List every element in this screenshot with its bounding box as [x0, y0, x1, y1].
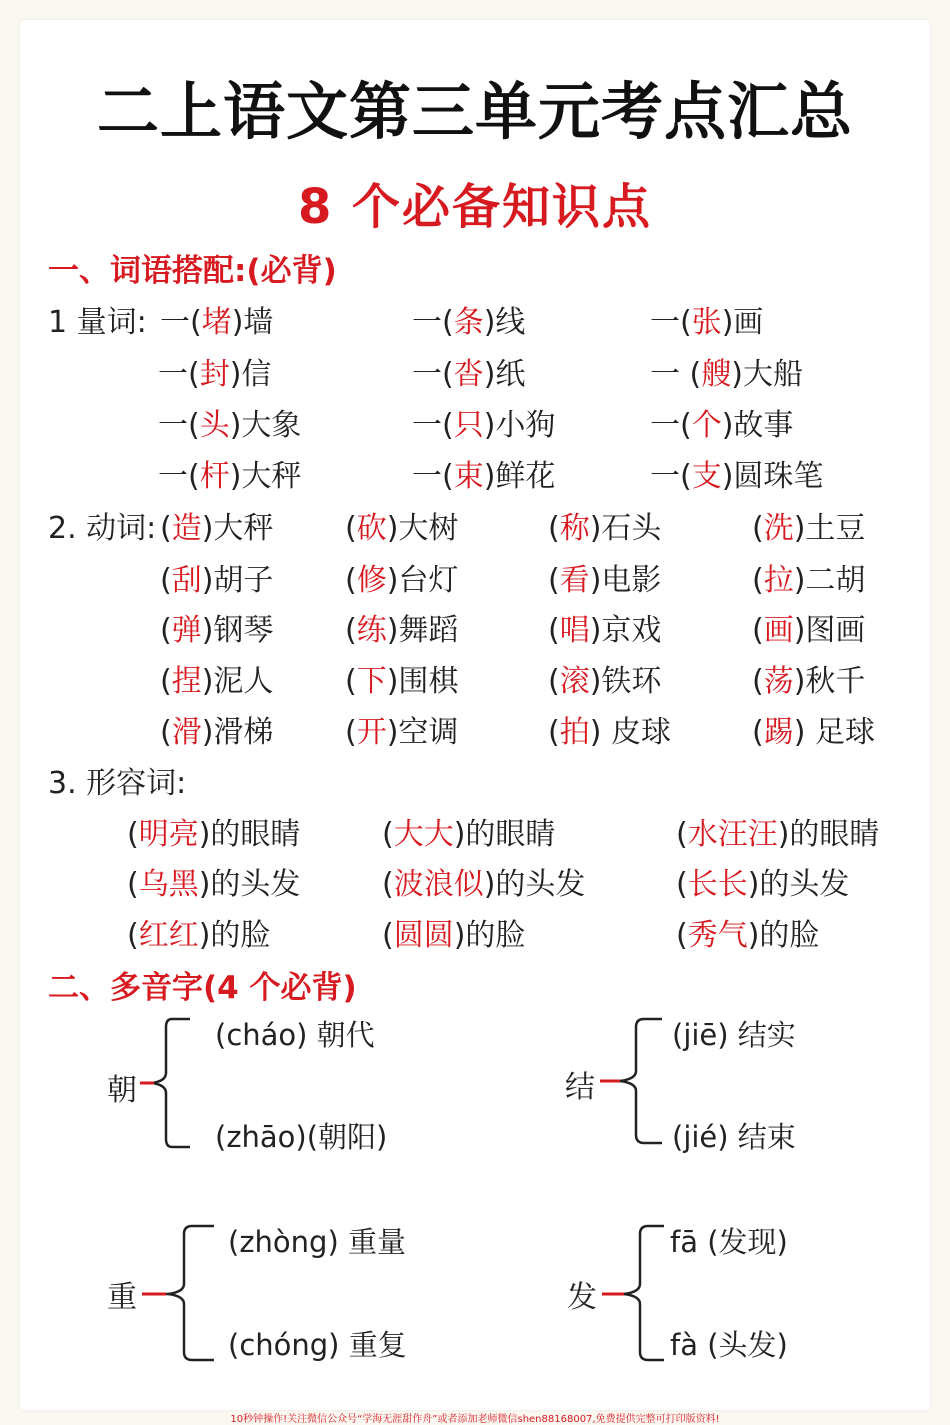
collocation-keyword: 秀气 [687, 918, 748, 953]
collocation-item: 一(只)小狗 [412, 408, 556, 443]
collocation-keyword: 乌黑 [138, 867, 199, 902]
collocation-item: (滑)滑梯 [160, 715, 274, 750]
collocation-item: (称)石头 [548, 511, 662, 546]
collocation-item: (造)大秤 [160, 511, 274, 546]
polyphone-char: 朝 [107, 1073, 137, 1108]
collocation-item: 一(束)鲜花 [412, 459, 556, 494]
footer-note: 10秒钟操作!关注微信公众号“学海无涯甜作舟”或者添加老师微信shen88168007,免费提供完整可打印版资料! [230, 1414, 720, 1425]
collocation-keyword: 封 [199, 357, 230, 392]
polyphone-reading-top: (cháo) 朝代 [215, 1018, 375, 1052]
collocation-item: 一(封)信 [158, 357, 272, 392]
polyphone-reading-bottom: (jié) 结束 [672, 1120, 796, 1154]
collocation-item: (开)空调 [345, 715, 459, 750]
collocation-keyword: 开 [356, 715, 387, 750]
collocation-keyword: 波浪似 [393, 867, 484, 902]
collocation-item: (波浪似)的头发 [382, 867, 586, 902]
collocation-keyword: 杆 [199, 459, 230, 494]
collocation-keyword: 堵 [201, 305, 232, 340]
collocation-keyword: 洗 [763, 511, 794, 546]
collocation-keyword: 修 [356, 563, 387, 598]
collocation-item: 一 (艘)大船 [650, 357, 803, 392]
collocation-item: (明亮)的眼睛 [127, 817, 301, 852]
collocation-keyword: 造 [171, 511, 202, 546]
collocation-keyword: 荡 [763, 664, 794, 699]
collocation-item: (踢) 足球 [752, 715, 875, 750]
page-subtitle: 8 个必备知识点 [297, 179, 653, 235]
section-heading-polyphones: 二、多音字(4 个必背) [48, 970, 357, 1006]
polyphone-char: 重 [107, 1280, 137, 1315]
collocation-item: (拉)二胡 [752, 563, 866, 598]
collocation-keyword: 明亮 [138, 817, 199, 852]
collocation-item: (画)图画 [752, 613, 866, 648]
collocation-item: (下)围棋 [345, 664, 459, 699]
collocation-item: 一(沓)纸 [412, 357, 526, 392]
collocation-item: (长长)的头发 [676, 867, 850, 902]
collocation-item: (弹)钢琴 [160, 613, 274, 648]
collocation-item: 一(杆)大秤 [158, 459, 302, 494]
collocation-keyword: 踢 [763, 715, 794, 750]
collocation-keyword: 条 [453, 305, 484, 340]
collocation-keyword: 拍 [559, 715, 590, 750]
collocation-item: 一(支)圆珠笔 [650, 459, 824, 494]
collocation-keyword: 支 [691, 459, 722, 494]
polyphone-reading-top: fā (发现) [670, 1225, 788, 1259]
polyphone-reading-top: (zhòng) 重量 [228, 1225, 406, 1259]
collocation-item: (练)舞蹈 [345, 613, 459, 648]
polyphone-reading-bottom: (chóng) 重复 [228, 1328, 407, 1362]
collocation-item: 一(堵)墙 [160, 305, 274, 340]
collocation-keyword: 束 [453, 459, 484, 494]
brace-icon [142, 1222, 222, 1364]
collocation-keyword: 艘 [701, 357, 732, 392]
collocation-item: (秀气)的脸 [676, 918, 820, 953]
collocation-item: 一(头)大象 [158, 408, 302, 443]
verbs-label: 2. 动词: [48, 511, 157, 546]
collocation-keyword: 只 [453, 408, 484, 443]
collocation-item: 一(张)画 [650, 305, 764, 340]
collocation-keyword: 大大 [393, 817, 454, 852]
collocation-item: (滚)铁环 [548, 664, 662, 699]
collocation-keyword: 看 [559, 563, 590, 598]
collocation-item: (大大)的眼睛 [382, 817, 556, 852]
brace-icon [600, 1015, 670, 1150]
collocation-keyword: 弹 [171, 613, 202, 648]
collocation-keyword: 画 [763, 613, 794, 648]
collocation-item: (乌黑)的头发 [127, 867, 301, 902]
collocation-keyword: 刮 [171, 563, 202, 598]
brace-icon [140, 1015, 200, 1155]
collocation-keyword: 沓 [453, 357, 484, 392]
polyphone-reading-bottom: (zhāo)(朝阳) [215, 1120, 388, 1154]
collocation-keyword: 滑 [171, 715, 202, 750]
collocation-keyword: 称 [559, 511, 590, 546]
collocation-item: (红红)的脸 [127, 918, 271, 953]
measure-words-label: 1 量词: [48, 305, 147, 340]
polyphone-reading-top: (jiē) 结实 [672, 1018, 796, 1052]
collocation-keyword: 长长 [687, 867, 748, 902]
collocation-item: (洗)土豆 [752, 511, 866, 546]
collocation-keyword: 张 [691, 305, 722, 340]
collocation-keyword: 砍 [356, 511, 387, 546]
collocation-keyword: 头 [199, 408, 230, 443]
collocation-item: (砍)大树 [345, 511, 459, 546]
collocation-item: (水汪汪)的眼睛 [676, 817, 880, 852]
collocation-item: (圆圆)的脸 [382, 918, 526, 953]
collocation-keyword: 红红 [138, 918, 199, 953]
collocation-item: (修)台灯 [345, 563, 459, 598]
section-heading-collocations: 一、词语搭配:(必背) [48, 253, 337, 289]
polyphone-reading-bottom: fà (头发) [670, 1328, 788, 1362]
collocation-keyword: 下 [356, 664, 387, 699]
collocation-item: 一(个)故事 [650, 408, 794, 443]
polyphone-char: 发 [567, 1280, 597, 1315]
collocation-keyword: 拉 [763, 563, 794, 598]
collocation-item: (看)电影 [548, 563, 662, 598]
page-title: 二上语文第三单元考点汇总 [96, 75, 853, 148]
collocation-item: (刮)胡子 [160, 563, 274, 598]
collocation-item: 一(条)线 [412, 305, 526, 340]
adjectives-label: 3. 形容词: [48, 766, 187, 801]
collocation-item: (荡)秋千 [752, 664, 866, 699]
collocation-keyword: 唱 [559, 613, 590, 648]
collocation-item: (捏)泥人 [160, 664, 274, 699]
collocation-item: (拍) 皮球 [548, 715, 671, 750]
collocation-keyword: 水汪汪 [687, 817, 778, 852]
polyphone-char: 结 [565, 1070, 595, 1105]
collocation-keyword: 滚 [559, 664, 590, 699]
collocation-keyword: 个 [691, 408, 722, 443]
collocation-keyword: 练 [356, 613, 387, 648]
collocation-item: (唱)京戏 [548, 613, 662, 648]
brace-icon [602, 1222, 672, 1364]
collocation-keyword: 圆圆 [393, 918, 454, 953]
collocation-keyword: 捏 [171, 664, 202, 699]
